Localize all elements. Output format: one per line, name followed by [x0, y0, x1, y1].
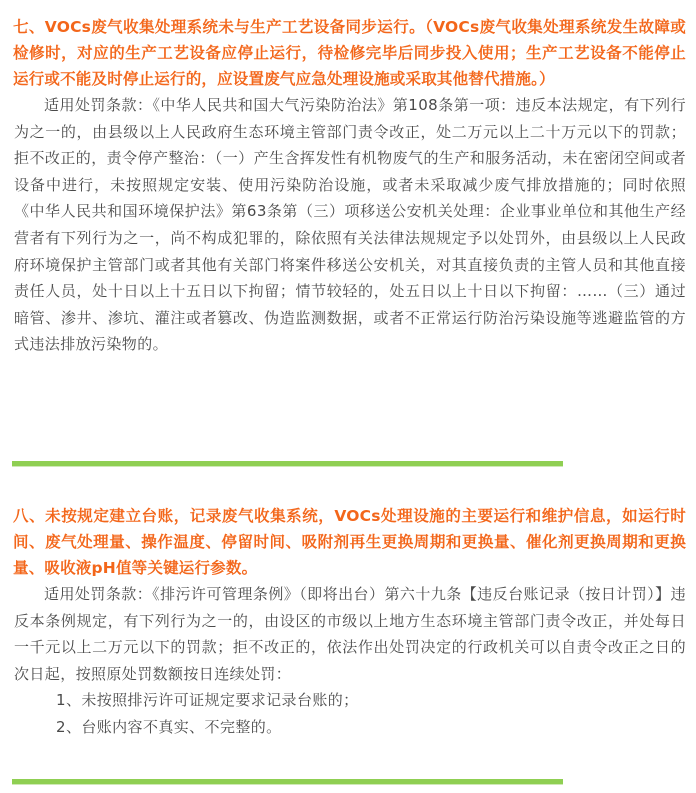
- list-item: 2、台账内容不真实、不完整的。: [56, 717, 282, 736]
- list-item: 1、未按照排污许可证规定要求记录台账的；: [56, 691, 359, 710]
- section-8: [0, 503, 696, 741]
- section-8-heading: 八、未按规定建立台账，记录废气收集系统，VOCs处理设施的主要运行和维护信息，如运行时间、废气处理量、操作温度、停留时间、吸附剂再生更换周期和更换量、催化剂更换周期和更换量、吸收液pH值等关键运行参数。: [13, 507, 686, 577]
- section-7: [0, 14, 696, 358]
- divider-line: [12, 461, 563, 467]
- section-7-heading: 七、VOCs废气收集处理系统未与生产工艺设备同步运行。（VOCs废气收集处理系统发生故障或检修时，对应的生产工艺设备应停止运行，待检修完毕后同步投入使用；生产工艺设备不能停止运行或不能及时停止运行的，应设置废气应急处理设施或采取其他替代措施。）: [13, 18, 686, 88]
- section-7-penalty-clause: 适用处罚条款：《中华人民共和国大气污染防治法》第108条第一项：违反本法规定，有下列行为之一的，由县级以上人民政府生态环境主管部门责令改正，处二万元以上二十万元以下的罚款；拒不改正的，责令停产整治：（一）产生含挥发性有机物废气的生产和服务活动，未在密闭空间或者设备中进行，未按照规定安装、使用污染防治设施，或者未采取减少废气排放措施的；同时依照《中华人民共和国环境保护法》第63条第（三）项移送公安机关处理：企业事业单位和其他生产经营者有下列行为之一，尚不构成犯罪的，除依照有关法律法规规定予以处罚外，由县级以上人民政府环境保护主管部门或者其他有关部门将案件移送公安机关，对其直接负责的主管人员和其他直接责任人员，处十日以上十五日以下拘留；情节较轻的，处五日以上十日以下拘留：……（三）通过暗管、渗井、渗坑、灌注或者篡改、伪造监测数据，或者不正常运行防治污染设施等逃避监管的方式违法排放污染物的。: [14, 96, 686, 354]
- section-8-penalty-clause: 适用处罚条款：《排污许可管理条例》（即将出台）第六十九条【违反台账记录（按日计罚）】违反本条例规定，有下列行为之一的，由设区的市级以上地方生态环境主管部门责令改正，并处每日一千元以上二万元以下的罚款；拒不改正的，依法作出处罚决定的行政机关可以自责令改正之日的次日起，按照原处罚数额按日连续处罚：: [14, 585, 686, 683]
- divider-line: [12, 779, 563, 785]
